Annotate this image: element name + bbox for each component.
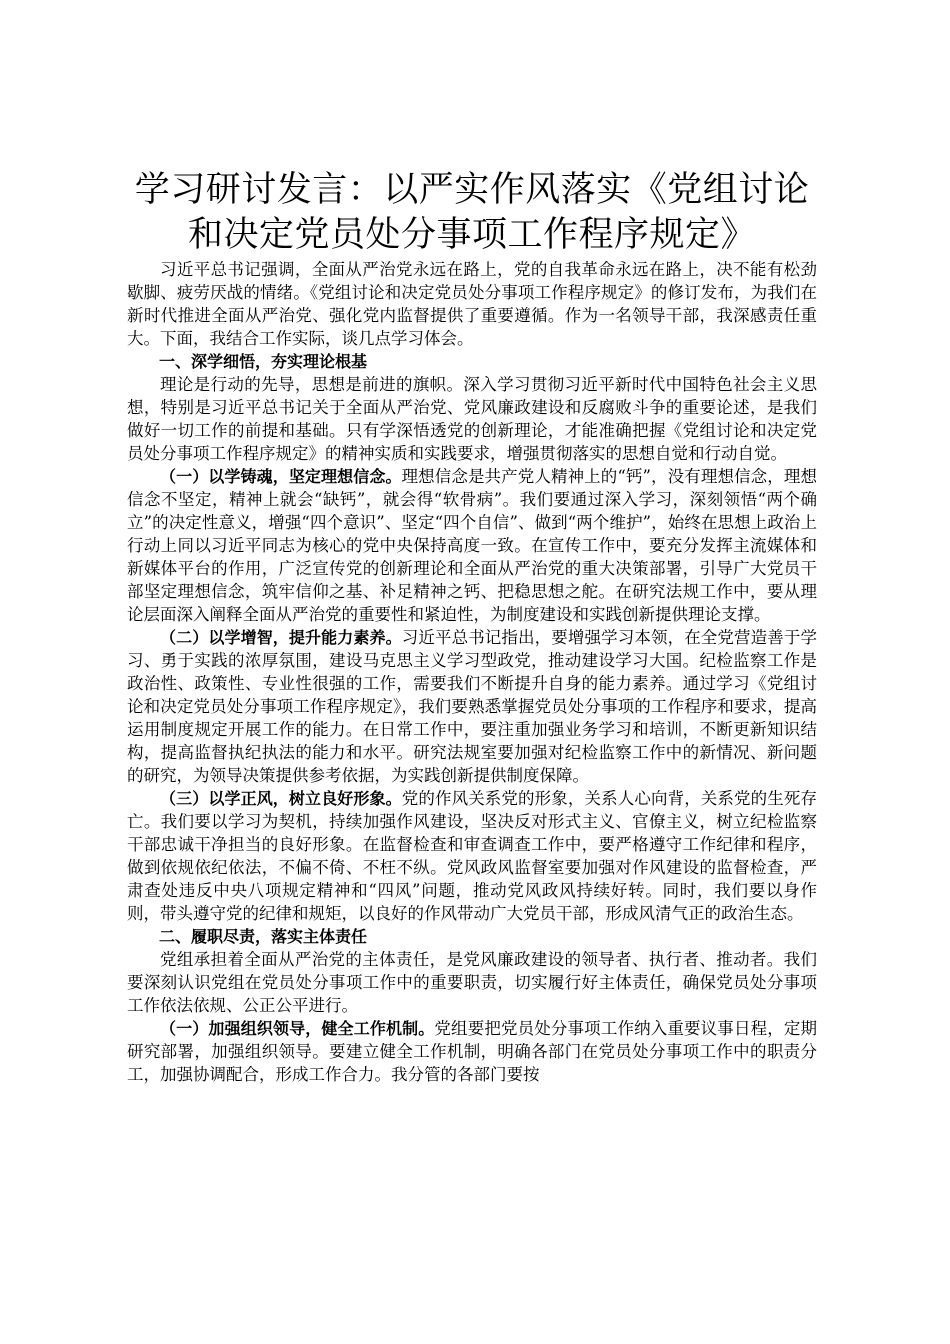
paragraph-sub-4 [127, 1017, 817, 1086]
paragraph-intro: 习近平总书记强调，全面从严治党永远在路上，党的自我革命永远在路上，决不能有松劲歇脚、疲劳厌战的情绪。《党组讨论和决定党员处分事项工作程序规定》的修订发布，为我们在新时代推进全面从严治党、强化党内监督提供了重要遵循。作为一名领导干部，我深感责任重大。下面，我结合工作实际，谈几点学习体会。 [127, 260, 817, 348]
section-heading-2: 二、履职尽责，落实主体责任 [159, 927, 368, 946]
sub-text-3: 党的作风关系党的形象，关系人心向背，关系党的生死存亡。我们要以学习为契机，持续加强作风建设，坚决反对形式主义、官僚主义，树立纪检监察干部忠诚干净担当的良好形象。在监督检查和审查调查工作中，要严格遵守工作纪律和程序，做到依规依纪依法，不偏不倚、不枉不纵。党风政风监督室要加强对作风建设的监督检查，严肃查处违反中央八项规定精神和“四风”问题，推动党风政风持续好转。同时，我们要以身作则，带头遵守党的纪律和规矩，以良好的作风带动广大党员干部，形成风清气正的政治生态。 [127, 789, 817, 923]
document-body [127, 258, 817, 1086]
paragraph-sub-2 [127, 626, 817, 787]
sub-text-4: 党组要把党员处分事项工作纳入重要议事日程，定期研究部署，加强组织领导。要建立健全工作机制，明确各部门在党员处分事项工作中的职责分工，加强协调配合，形成工作合力。我分管的各部门要按 [127, 1019, 817, 1084]
sub-lead-2: （二）以学增智，提升能力素养。 [160, 628, 402, 647]
section-heading-1: 一、深学细悟，夯实理论根基 [159, 352, 368, 371]
document-title: 学习研讨发言：以严实作风落实《党组讨论和决定党员处分事项工作程序规定》 [134, 170, 810, 255]
paragraph-sub-3 [127, 787, 817, 925]
document-page [127, 168, 817, 1086]
sub-text-1: 理想信念是共产党人精神上的“钙”，没有理想信念，理想信念不坚定，精神上就会“缺钙”，就会得“软骨病”。我们要通过深入学习，深刻领悟“两个确立”的决定性意义，增强“四个意识”、坚定“四个自信”、做到“两个维护”，始终在思想上政治上行动上同以习近平同志为核心的党中央保持高度一致。在宣传工作中，要充分发挥主流媒体和新媒体平台的作用，广泛宣传党的创新理论和全面从严治党的重大决策部署，引导广大党员干部坚定理想信念，筑牢信仰之基、补足精神之钙、把稳思想之舵。在研究法规工作中，要从理论层面深入阐释全面从严治党的重要性和紧迫性，为制度建设和实践创新提供理论支撑。 [127, 467, 817, 624]
paragraph-theory: 理论是行动的先导，思想是前进的旗帜。深入学习贯彻习近平新时代中国特色社会主义思想，特别是习近平总书记关于全面从严治党、党风廉政建设和反腐败斗争的重要论述，是我们做好一切工作的前提和基础。只有学深悟透党的创新理论，才能准确把握《党组讨论和决定党员处分事项工作程序规定》的精神实质和实践要求，增强贯彻落实的思想自觉和行动自觉。 [127, 375, 817, 463]
sub-lead-4: （一）加强组织领导，健全工作机制。 [160, 1019, 435, 1038]
paragraph-sub-1 [127, 465, 817, 626]
sub-lead-1: （一）以学铸魂，坚定理想信念。 [160, 467, 402, 486]
sub-text-2: 习近平总书记指出，要增强学习本领，在全党营造善于学习、勇于实践的浓厚氛围，建设马克思主义学习型政党，推动建设学习大国。纪检监察工作是政治性、政策性、专业性很强的工作，需要我们不断提升自身的能力素养。通过学习《党组讨论和决定党员处分事项工作程序规定》，我们要熟悉掌握党员处分事项的工作程序和要求，提高运用制度规定开展工作的能力。在日常工作中，要注重加强业务学习和培训，不断更新知识结构，提高监督执纪执法的能力和水平。研究法规室要加强对纪检监察工作中的新情况、新问题的研究，为领导决策提供参考依据，为实践创新提供制度保障。 [127, 628, 817, 785]
paragraph-responsibility: 党组承担着全面从严治党的主体责任，是党风廉政建设的领导者、执行者、推动者。我们要深刻认识党组在党员处分事项工作中的重要职责，切实履行好主体责任，确保党员处分事项工作依法依规、公正公平进行。 [127, 950, 817, 1015]
sub-lead-3: （三）以学正风，树立良好形象。 [160, 789, 402, 808]
